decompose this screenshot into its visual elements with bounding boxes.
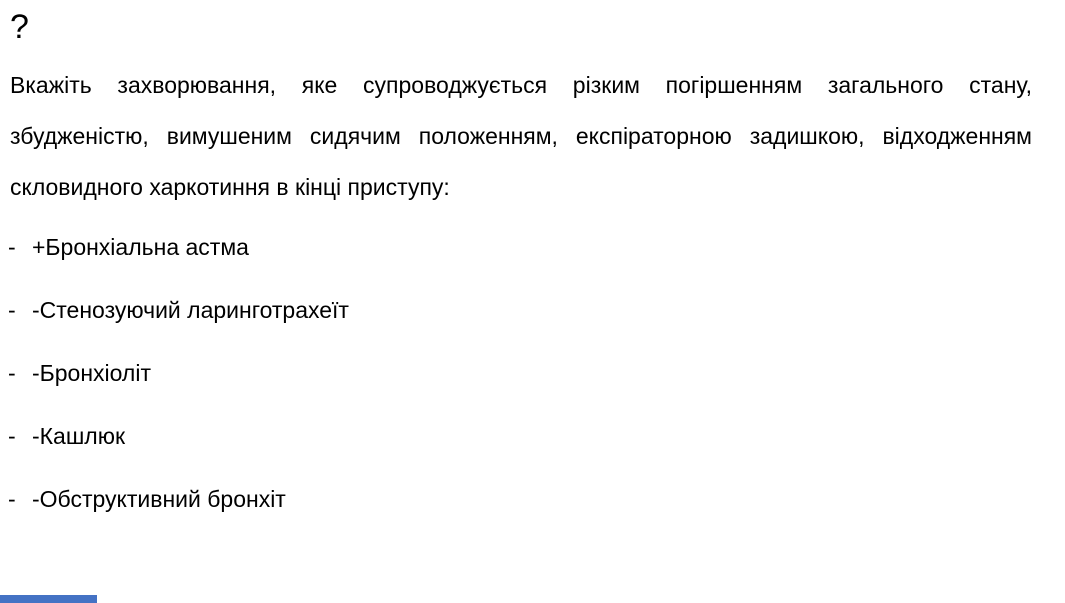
question-text: Вкажіть захворювання, яке супроводжується різким погіршенням загального стану, збудженістю, вимушеним сидячим положенням, експіраторною задишкою, відходженням скловидного харкотиння в кінці приступу: [10, 72, 1032, 200]
list-dash-marker: - [8, 423, 16, 449]
answer-option-label: +Бронхіальна астма [32, 234, 249, 260]
question-mark-title: ? [10, 8, 29, 46]
answer-option-label: -Кашлюк [32, 423, 126, 449]
document-page [0, 6, 1065, 603]
list-dash-marker: - [8, 297, 16, 323]
answer-option-label: -Стенозуючий ларинготрахеїт [32, 297, 349, 323]
answer-option [8, 484, 1065, 514]
answer-option-label: -Обструктивний бронхіт [32, 486, 286, 512]
answer-option [8, 295, 1065, 325]
answer-options-list [0, 232, 1065, 514]
answer-option [8, 421, 1065, 451]
answer-option-label: -Бронхіоліт [32, 360, 151, 386]
list-dash-marker: - [8, 486, 16, 512]
answer-option [8, 232, 1065, 262]
bottom-accent-bar [0, 595, 97, 603]
list-dash-marker: - [8, 360, 16, 386]
list-dash-marker: - [8, 234, 16, 260]
answer-option [8, 358, 1065, 388]
